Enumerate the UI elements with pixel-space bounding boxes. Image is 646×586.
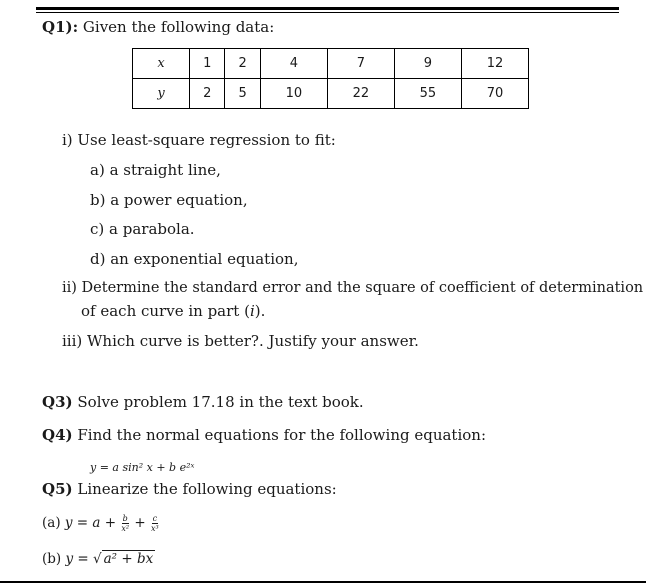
- q5-b-prefix: y =: [65, 551, 89, 567]
- q3-text: Solve problem 17.18 in the text book.: [77, 393, 364, 411]
- fraction-c-over-x3: [151, 514, 159, 533]
- q5-a-prefix: y = a +: [64, 515, 117, 531]
- y-cell: 55: [394, 79, 461, 109]
- x-cell: 4: [260, 49, 327, 79]
- top-rule-thick: [36, 7, 619, 10]
- q5-line: [42, 480, 337, 498]
- sub-item-c: c) a parabola.: [90, 220, 195, 238]
- frac2-denominator: x³: [151, 524, 159, 533]
- q1-intro: Given the following data:: [82, 18, 275, 36]
- sub-item-b: b) a power equation,: [90, 191, 248, 209]
- sqrt-icon: √: [93, 551, 102, 567]
- q3-line: [42, 393, 364, 411]
- sub-item-d: d) an exponential equation,: [90, 250, 299, 268]
- y-cell: 22: [327, 79, 394, 109]
- x-cell: 9: [394, 49, 461, 79]
- q4-text: Find the normal equations for the following equation:: [77, 426, 487, 444]
- part-ii-line2-pre: of each curve in part (: [81, 302, 250, 320]
- y-header: y: [133, 79, 190, 109]
- x-header: x: [133, 49, 190, 79]
- table-row-y: [133, 79, 529, 109]
- sub-item-a: a) a straight line,: [90, 161, 221, 179]
- part-ii-line2-i: i: [249, 302, 255, 320]
- y-cell: 2: [190, 79, 225, 109]
- frac1-denominator: x²: [121, 524, 130, 533]
- frac2-numerator: c: [152, 514, 158, 523]
- x-cell: 12: [461, 49, 528, 79]
- q5-b-equation: [42, 551, 155, 567]
- q5-a-plus: +: [134, 515, 146, 531]
- q1-heading: [42, 18, 274, 36]
- q5-label: Q5): [42, 480, 73, 498]
- q5-a-equation: [42, 514, 160, 533]
- q1-label: Q1):: [42, 18, 79, 36]
- q5-b-label: (b): [42, 551, 62, 567]
- fraction-b-over-x2: [121, 514, 129, 533]
- q5-b-radicand: a² + bx: [103, 551, 154, 567]
- x-cell: 1: [190, 49, 225, 79]
- bottom-rule: [0, 581, 646, 583]
- part-ii-line2-post: ).: [254, 302, 266, 320]
- table-row-x: [133, 49, 529, 79]
- q1-part-i: i) Use least-square regression to fit:: [62, 131, 336, 149]
- frac1-numerator: b: [122, 514, 128, 523]
- data-table: [132, 48, 529, 109]
- q1-part-iii: iii) Which curve is better?. Justify your answer.: [62, 332, 419, 350]
- q4-equation: y = a sin² x + b e²ˣ: [90, 461, 195, 474]
- q5-text: Linearize the following equations:: [77, 480, 337, 498]
- x-cell: 2: [225, 49, 260, 79]
- q5-a-label: (a): [42, 515, 61, 531]
- y-cell: 70: [461, 79, 528, 109]
- x-cell: 7: [327, 49, 394, 79]
- top-rule-thin: [36, 12, 619, 13]
- q1-part-ii-line2: [81, 302, 265, 320]
- y-cell: 10: [260, 79, 327, 109]
- q4-label: Q4): [42, 426, 73, 444]
- q3-label: Q3): [42, 393, 73, 411]
- q4-line: [42, 426, 486, 444]
- q1-part-ii-line1: ii) Determine the standard error and the square of coefficient of determination: [62, 280, 644, 296]
- y-cell: 5: [225, 79, 260, 109]
